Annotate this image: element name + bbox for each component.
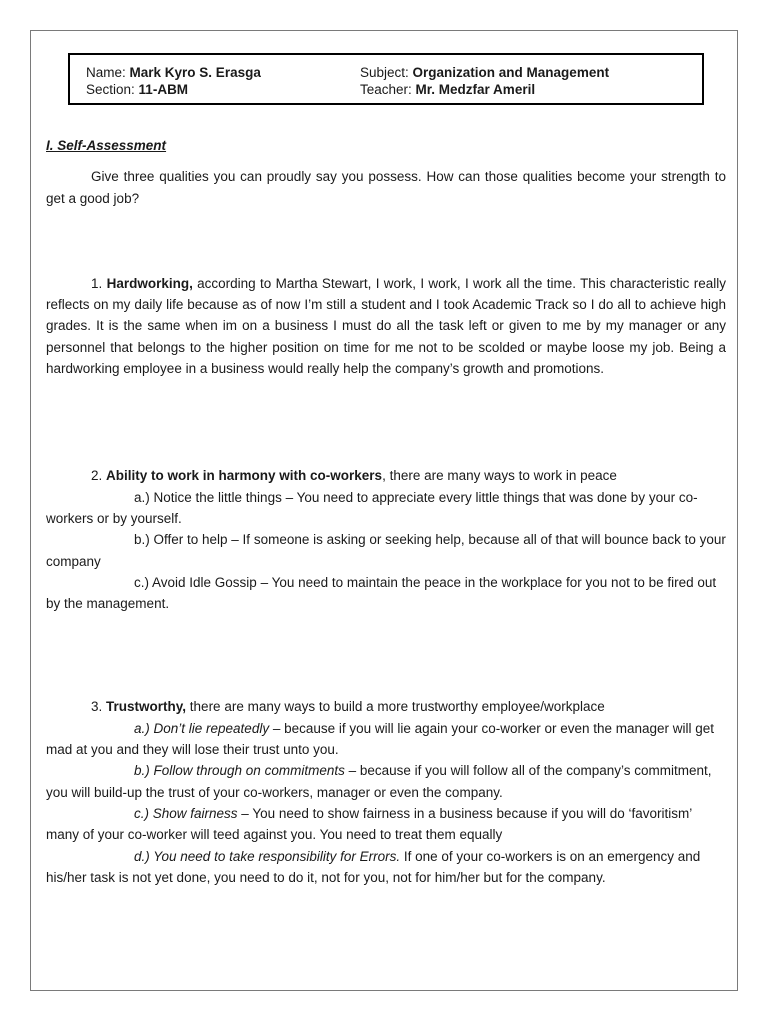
quality-2-sub-a: a.) Notice the little things – You need to appreciate every little things that was done by your co-workers or by yourself.: [46, 489, 698, 526]
quality-1: [46, 273, 726, 379]
section-field: [86, 81, 188, 98]
quality-1-text: according to Martha Stewart, I work, I work, I work all the time. This characteristic really reflects on my daily life because as of now I’m still a student and I took Academic Track so I do all to achieve high grades. It is the same when im on a business I must do all the task left or given to me by my manager or any personnel that belongs to the higher position on time for me not to be scolded or maybe loose my job. Being a hardworking employee in a business would really help the company’s growth and promotions.: [46, 275, 726, 377]
quality-2-number: 2.: [91, 468, 103, 484]
quality-3-sub-c-body: – You need to show fairness in a business because if you will do ‘favoritism’ many of your co-worker will teed against you. You need to treat them equally: [46, 805, 692, 843]
quality-3-sub-c-head: c.) Show fairness: [134, 805, 238, 821]
quality-3-text: there are many ways to build a more trustworthy employee/workplace: [186, 699, 605, 715]
quality-3-sub-d-body: If one of your co-workers is on an emergency and his/her task is not yet done, you need to do it, not for you, not for him/her but for the company.: [46, 848, 701, 885]
quality-3-sub-d: [46, 846, 726, 889]
section-label: Section:: [86, 82, 135, 97]
quality-2-text: , there are many ways to work in peace: [382, 468, 617, 484]
name-value: Mark Kyro S. Erasga: [129, 65, 261, 80]
quality-3-sub-b: [46, 760, 726, 803]
document-body: [46, 135, 726, 888]
name-label: Name:: [86, 65, 126, 80]
subject-label: Subject:: [360, 65, 409, 80]
teacher-label: Teacher:: [360, 82, 412, 97]
subject-field: [360, 64, 609, 81]
quality-3-sub-b-body: – because if you will follow all of the company’s commitment, you will build-up the trust of your co-workers, manager or even the company.: [46, 763, 712, 800]
quality-3-sub-c: [46, 803, 726, 846]
student-info-box: [68, 53, 704, 105]
quality-3-sub-b-head: b.) Follow through on commitments: [134, 763, 345, 779]
teacher-field: [360, 81, 535, 98]
quality-3-sub-a: [46, 718, 726, 761]
quality-3-sub-a-body: – because if you will lie again your co-worker or even the manager will get mad at you and they will lose their trust unto you.: [46, 720, 715, 758]
subject-value: Organization and Management: [412, 65, 610, 80]
document-page: [30, 30, 738, 991]
quality-3-title: Trustworthy,: [106, 699, 187, 715]
quality-3-number: 3.: [91, 699, 103, 715]
quality-2: [46, 465, 726, 486]
section-value: 11-ABM: [138, 82, 189, 97]
quality-3-sub-d-head: d.) You need to take responsibility for Errors.: [134, 848, 401, 864]
quality-3: [46, 696, 726, 717]
teacher-value: Mr. Medzfar Ameril: [415, 82, 536, 97]
quality-1-title: Hardworking,: [106, 275, 193, 291]
quality-2-sub-c: c.) Avoid Idle Gossip – You need to maintain the peace in the workplace for you not to be fired out by the management.: [46, 574, 717, 612]
quality-3-sub-a-head: a.) Don’t lie repeatedly: [134, 720, 270, 736]
quality-1-number: 1.: [91, 275, 103, 291]
quality-2-title: Ability to work in harmony with co-workers: [106, 468, 383, 484]
section-title: I. Self-Assessment: [46, 138, 167, 153]
prompt-question: Give three qualities you can proudly say you possess. How can those qualities become your strength to get a good job?: [46, 169, 726, 206]
quality-2-sub-b: b.) Offer to help – If someone is asking or seeking help, because all of that will bounce back to your company: [46, 532, 726, 569]
name-field: [86, 64, 261, 81]
